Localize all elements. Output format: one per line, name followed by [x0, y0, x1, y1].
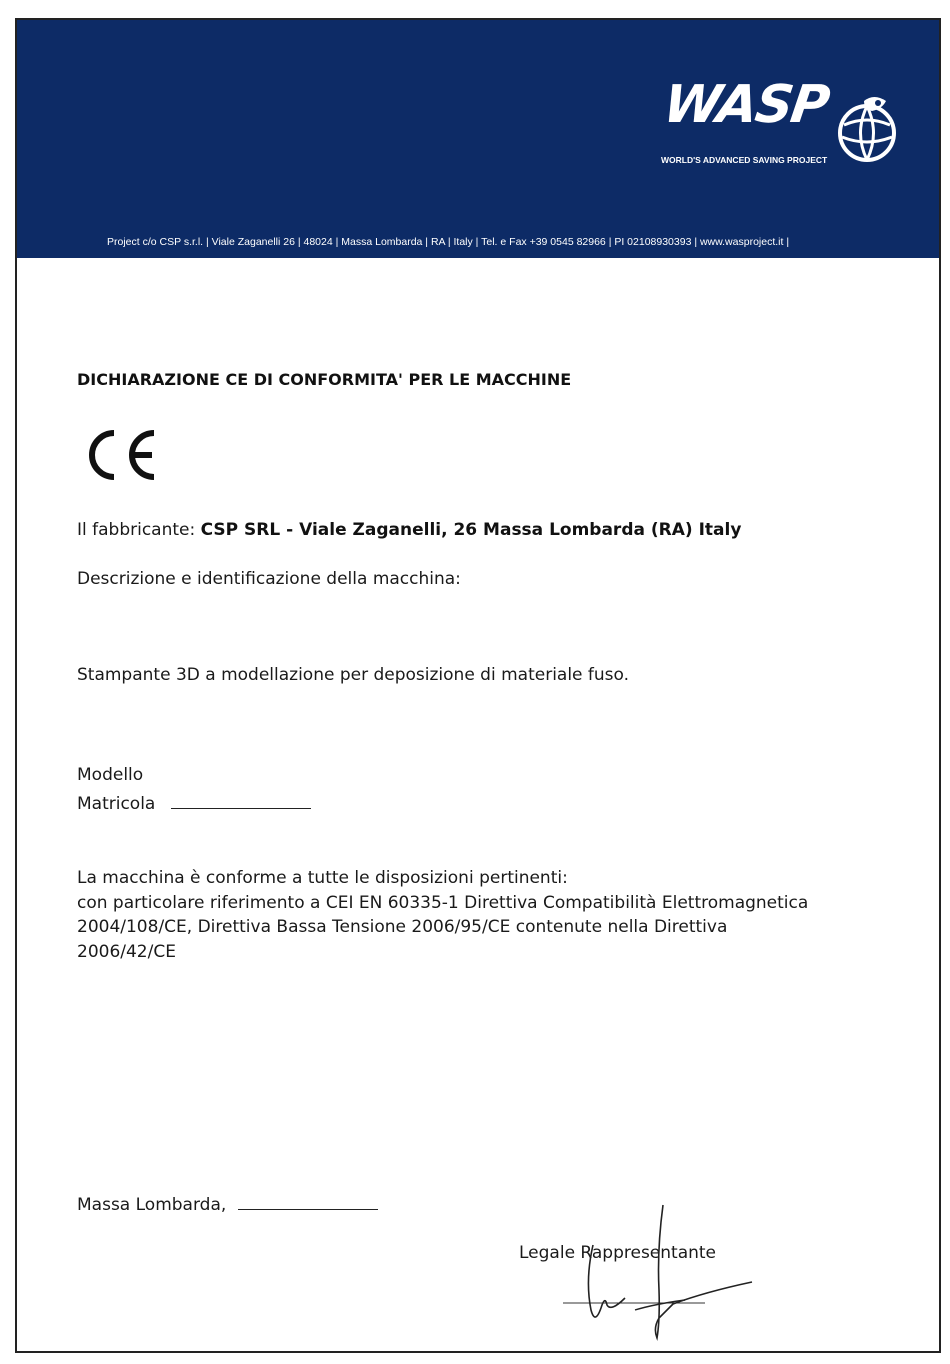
machine-description: Stampante 3D a modellazione per deposizione di materiale fuso.	[77, 665, 630, 685]
date-blank-field[interactable]	[238, 1208, 378, 1210]
serial-number-line	[77, 794, 311, 814]
handwritten-signature	[555, 1200, 760, 1345]
letterhead-header	[17, 20, 939, 258]
logo-tagline: WORLD'S ADVANCED SAVING PROJECT	[661, 155, 828, 165]
signature-label: Legale Rappresentante	[519, 1243, 717, 1263]
place-date-line	[77, 1195, 378, 1215]
serial-blank-field[interactable]	[171, 807, 311, 809]
conformity-line: 2006/42/CE	[77, 941, 176, 962]
contact-line: Project c/o CSP s.r.l. | Viale Zaganelli 26 | 48024 | Massa Lombarda | RA | Italy | Tel. e Fax +39 0545 82966 | PI 02108930393 | www.wasproject.it |	[107, 236, 790, 248]
document-title: DICHIARAZIONE CE DI CONFORMITA' PER LE MACCHINE	[77, 370, 572, 389]
serial-label: Matricola	[77, 794, 156, 814]
description-label: Descrizione e identificazione della macchina:	[77, 569, 461, 589]
conformity-line: La macchina è conforme a tutte le disposizioni pertinenti:	[77, 868, 568, 888]
manufacturer-label: Il fabbricante:	[77, 520, 196, 540]
conformity-line: 2004/108/CE, Direttiva Bassa Tensione 2006/95/CE contenute nella Direttiva	[77, 917, 728, 937]
place-date-label: Massa Lombarda,	[77, 1195, 227, 1215]
globe-icon	[834, 93, 900, 165]
conformity-paragraph	[77, 866, 897, 964]
logo-wordmark: WASP	[659, 75, 832, 135]
wasp-logo	[642, 75, 907, 175]
ce-mark-icon	[80, 425, 160, 483]
manufacturer-value: CSP SRL - Viale Zaganelli, 26 Massa Lombarda (RA) Italy	[200, 520, 742, 540]
model-label: Modello	[77, 765, 144, 785]
manufacturer-line	[77, 520, 741, 540]
conformity-line: con particolare riferimento a CEI EN 60335-1 Direttiva Compatibilità Elettromagnetica	[77, 892, 809, 913]
